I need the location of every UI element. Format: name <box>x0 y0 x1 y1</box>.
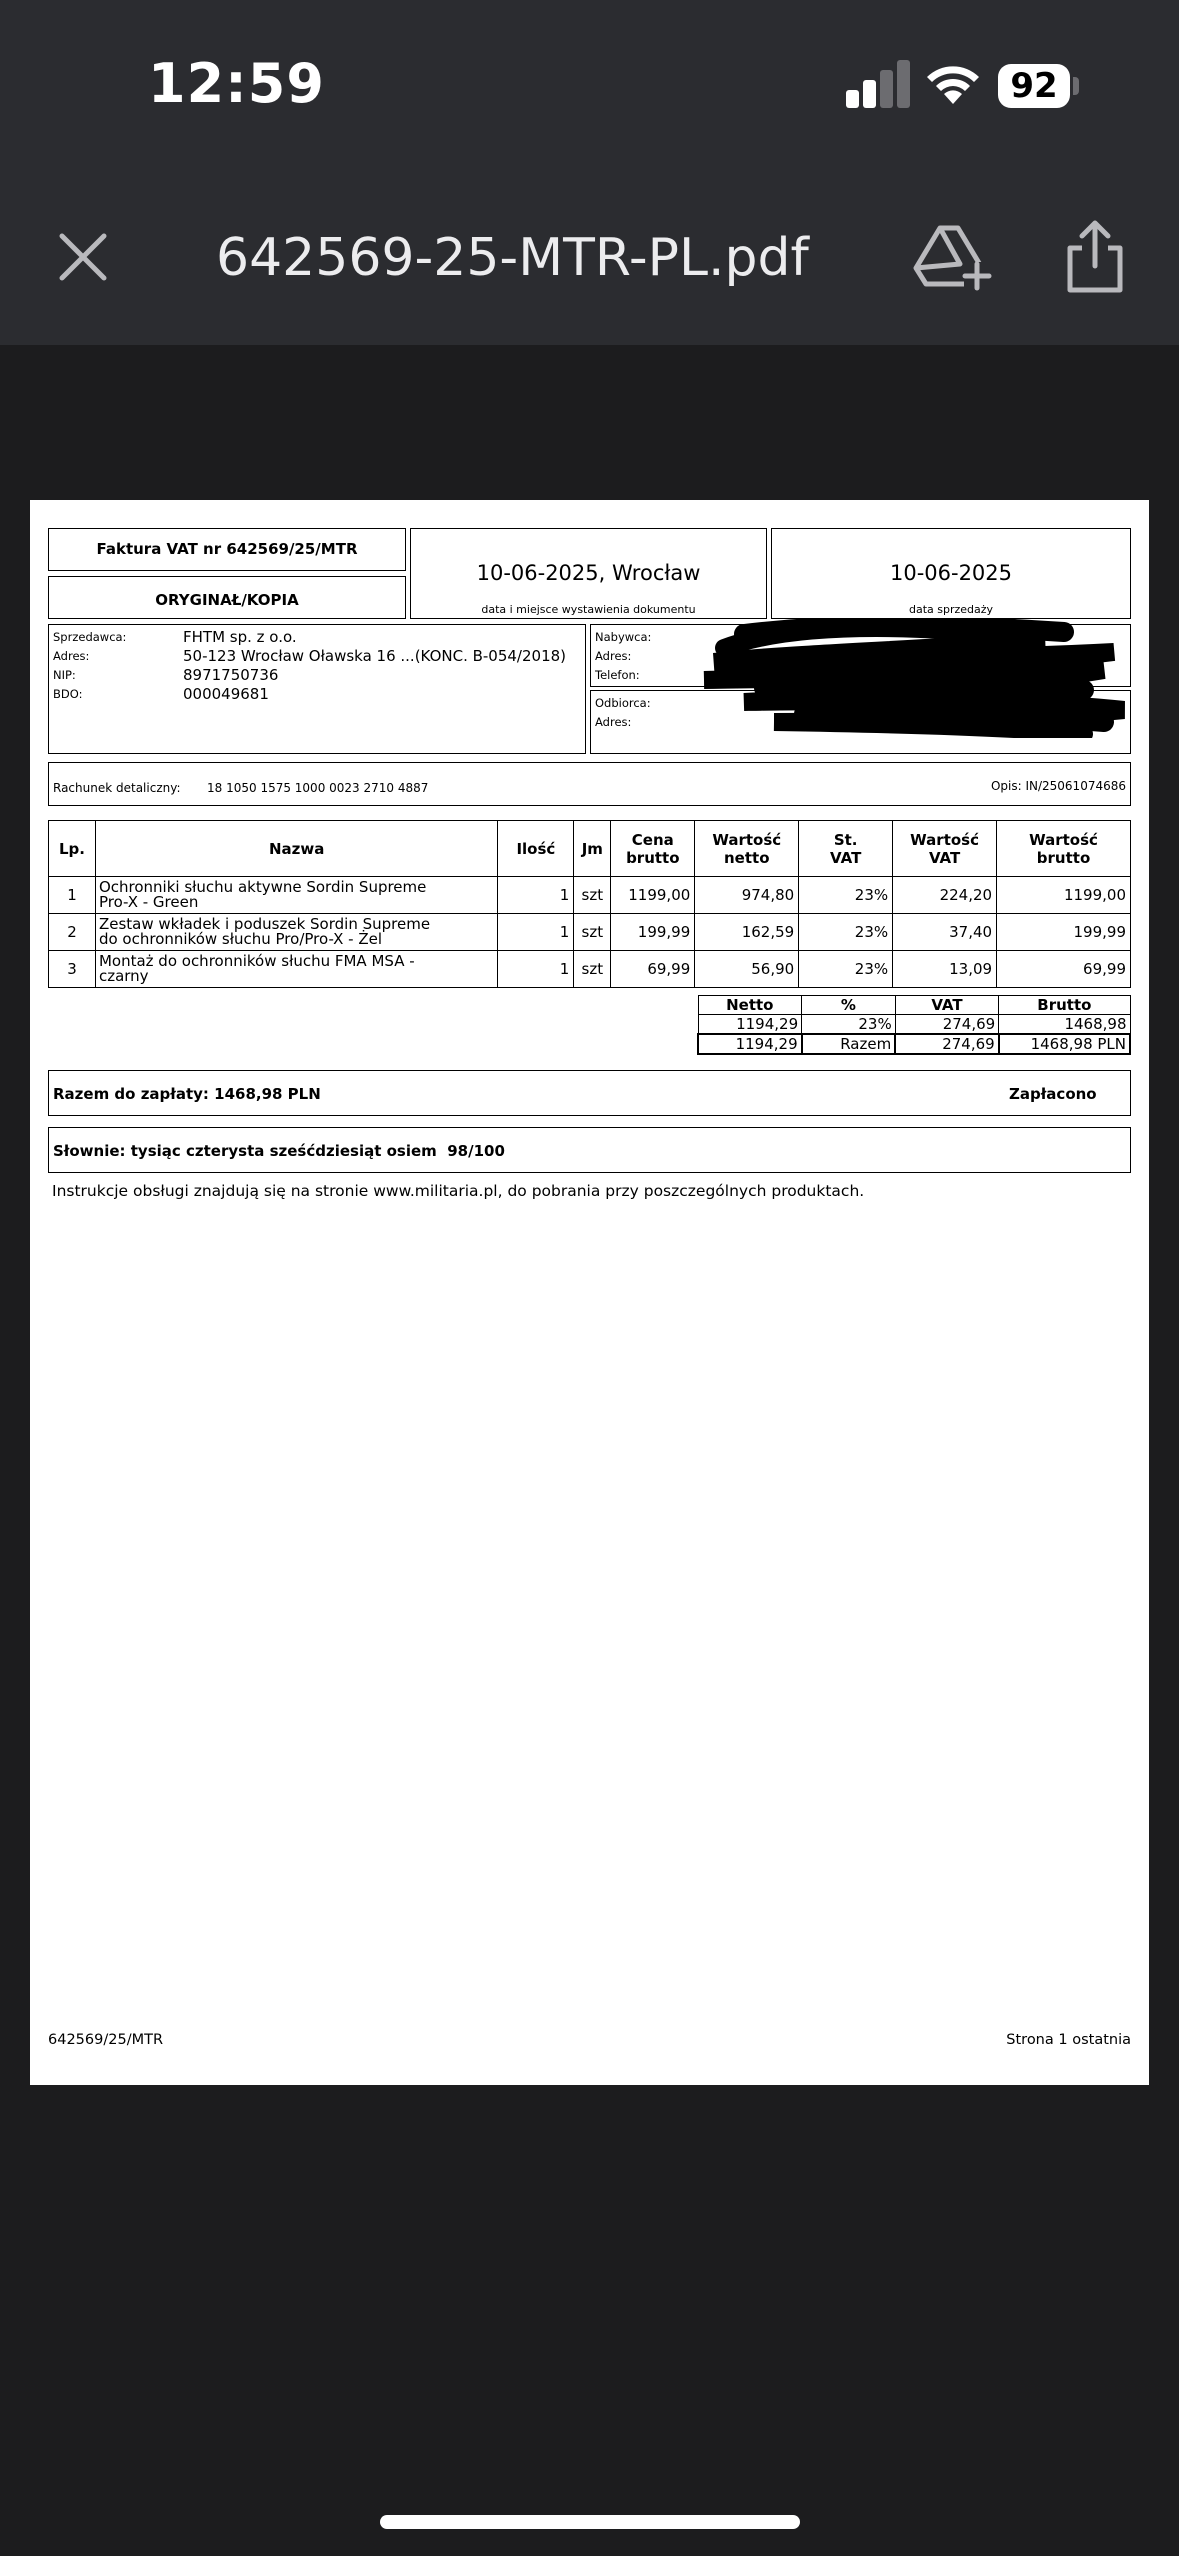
close-icon[interactable] <box>48 222 118 292</box>
item-vat: 13,09 <box>893 951 997 988</box>
seller-nip-label: NIP: <box>53 668 76 682</box>
item-net: 162,59 <box>695 914 799 951</box>
item-price: 199,99 <box>611 914 695 951</box>
item-unit: szt <box>574 951 611 988</box>
summary-col-pct: % <box>802 996 896 1015</box>
item-vat: 37,40 <box>893 914 997 951</box>
item-net: 974,80 <box>695 877 799 914</box>
summary-vat: 274,69 <box>895 1034 999 1054</box>
summary-net: 1194,29 <box>698 1034 802 1054</box>
item-qty: 1 <box>498 914 574 951</box>
wifi-icon <box>922 58 984 108</box>
add-to-drive-icon[interactable] <box>912 222 992 292</box>
item-lp: 3 <box>49 951 96 988</box>
item-qty: 1 <box>498 877 574 914</box>
invoice-title: Faktura VAT nr 642569/25/MTR <box>48 528 406 571</box>
seller-address: 50-123 Wrocław Oławska 16 ...(KONC. B-054/2018) <box>183 647 567 665</box>
col-lp: Lp. <box>49 821 96 877</box>
summary-gross: 1468,98 <box>999 1015 1130 1035</box>
col-gross-value: Wartość brutto <box>997 821 1131 877</box>
battery-indicator: 92 <box>998 64 1070 108</box>
pdf-page[interactable] <box>30 500 1149 2085</box>
table-row <box>49 951 1131 988</box>
top-bar <box>0 0 1179 345</box>
status-time: 12:59 <box>148 52 325 115</box>
item-gross: 199,99 <box>997 914 1131 951</box>
items-table <box>48 820 1131 988</box>
item-name: Ochronniki słuchu aktywne Sordin Supreme Pro-X - Green <box>95 877 497 914</box>
item-gross: 69,99 <box>997 951 1131 988</box>
item-rate: 23% <box>799 951 893 988</box>
cellular-signal-icon <box>846 60 910 108</box>
amount-to-pay-box <box>48 1070 1131 1116</box>
seller-bdo-label: BDO: <box>53 687 83 701</box>
summary-col-gross: Brutto <box>999 996 1130 1015</box>
share-icon[interactable] <box>1060 218 1130 298</box>
seller-name: FHTM sp. z o.o. <box>183 628 297 646</box>
col-net-value: Wartość netto <box>695 821 799 877</box>
item-gross: 1199,00 <box>997 877 1131 914</box>
buyer-label: Nabywca: <box>595 630 652 644</box>
payment-description: Opis: IN/25061074686 <box>990 779 1126 793</box>
receiver-address-label: Adres: <box>595 715 632 729</box>
seller-label: Sprzedawca: <box>53 630 127 644</box>
item-price: 69,99 <box>611 951 695 988</box>
summary-header-row <box>698 996 1130 1015</box>
summary-vat: 274,69 <box>895 1015 999 1035</box>
summary-pct: Razem <box>802 1034 896 1054</box>
summary-col-net: Netto <box>698 996 802 1015</box>
item-lp: 2 <box>49 914 96 951</box>
summary-col-vat: VAT <box>895 996 999 1015</box>
item-name: Montaż do ochronników słuchu FMA MSA - czarny <box>95 951 497 988</box>
home-indicator[interactable] <box>380 2515 800 2529</box>
item-unit: szt <box>574 914 611 951</box>
issue-date-label: data i miejsce wystawienia dokumentu <box>481 603 696 616</box>
summary-net: 1194,29 <box>698 1015 802 1035</box>
col-qty: Ilość <box>498 821 574 877</box>
receiver-label: Odbiorca: <box>595 696 651 710</box>
col-vat-rate: St. VAT <box>799 821 893 877</box>
summary-row <box>698 1015 1130 1035</box>
col-vat-value: Wartość VAT <box>893 821 997 877</box>
buyer-phone-label: Telefon: <box>595 668 640 682</box>
summary-total-row <box>698 1034 1130 1054</box>
col-unit: Jm <box>574 821 611 877</box>
col-name: Nazwa <box>95 821 497 877</box>
original-copy-label: ORYGINAŁ/KOPIA <box>48 576 406 619</box>
document-title: 642569-25-MTR-PL.pdf <box>216 228 809 288</box>
vat-summary-table <box>697 995 1131 1055</box>
instructions-note: Instrukcje obsługi znajdują się na stronie www.militaria.pl, do pobrania przy poszczególnych produktach. <box>52 1182 865 1200</box>
seller-nip: 8971750736 <box>183 666 279 684</box>
sale-date: 10-06-2025 <box>889 561 1013 585</box>
battery-nub <box>1073 77 1079 95</box>
item-rate: 23% <box>799 914 893 951</box>
bank-account-label: Rachunek detaliczny: <box>53 781 181 795</box>
bank-account-box <box>48 762 1131 806</box>
item-lp: 1 <box>49 877 96 914</box>
seller-address-label: Adres: <box>53 649 90 663</box>
item-qty: 1 <box>498 951 574 988</box>
footer-page-number: Strona 1 ostatnia <box>1006 2032 1131 2048</box>
summary-gross: 1468,98 PLN <box>999 1034 1130 1054</box>
item-rate: 23% <box>799 877 893 914</box>
item-price: 1199,00 <box>611 877 695 914</box>
buyer-address-label: Adres: <box>595 649 632 663</box>
sale-date-box <box>771 528 1131 619</box>
redaction-scribble <box>684 618 1144 738</box>
item-name: Zestaw wkładek i poduszek Sordin Supreme do ochronników słuchu Pro/Pro-X - Żel <box>95 914 497 951</box>
table-row <box>49 877 1131 914</box>
summary-pct: 23% <box>802 1015 896 1035</box>
seller-bdo: 000049681 <box>183 685 269 703</box>
amount-in-words-box <box>48 1127 1131 1173</box>
paid-status: Zapłacono <box>1009 1085 1097 1103</box>
item-unit: szt <box>574 877 611 914</box>
issue-date-box <box>410 528 767 619</box>
table-row <box>49 914 1131 951</box>
footer-invoice-number: 642569/25/MTR <box>48 2032 164 2048</box>
seller-box <box>48 624 586 754</box>
sale-date-label: data sprzedaży <box>908 603 994 616</box>
items-header-row <box>49 821 1131 877</box>
amount-to-pay: Razem do zapłaty: 1468,98 PLN <box>53 1085 321 1103</box>
col-gross-price: Cena brutto <box>611 821 695 877</box>
bank-account-number: 18 1050 1575 1000 0023 2710 4887 <box>207 781 429 795</box>
issue-date: 10-06-2025, Wrocław <box>476 561 701 585</box>
amount-in-words: Słownie: tysiąc czterysta sześćdziesiąt osiem 98/100 <box>53 1142 505 1160</box>
item-vat: 224,20 <box>893 877 997 914</box>
item-net: 56,90 <box>695 951 799 988</box>
